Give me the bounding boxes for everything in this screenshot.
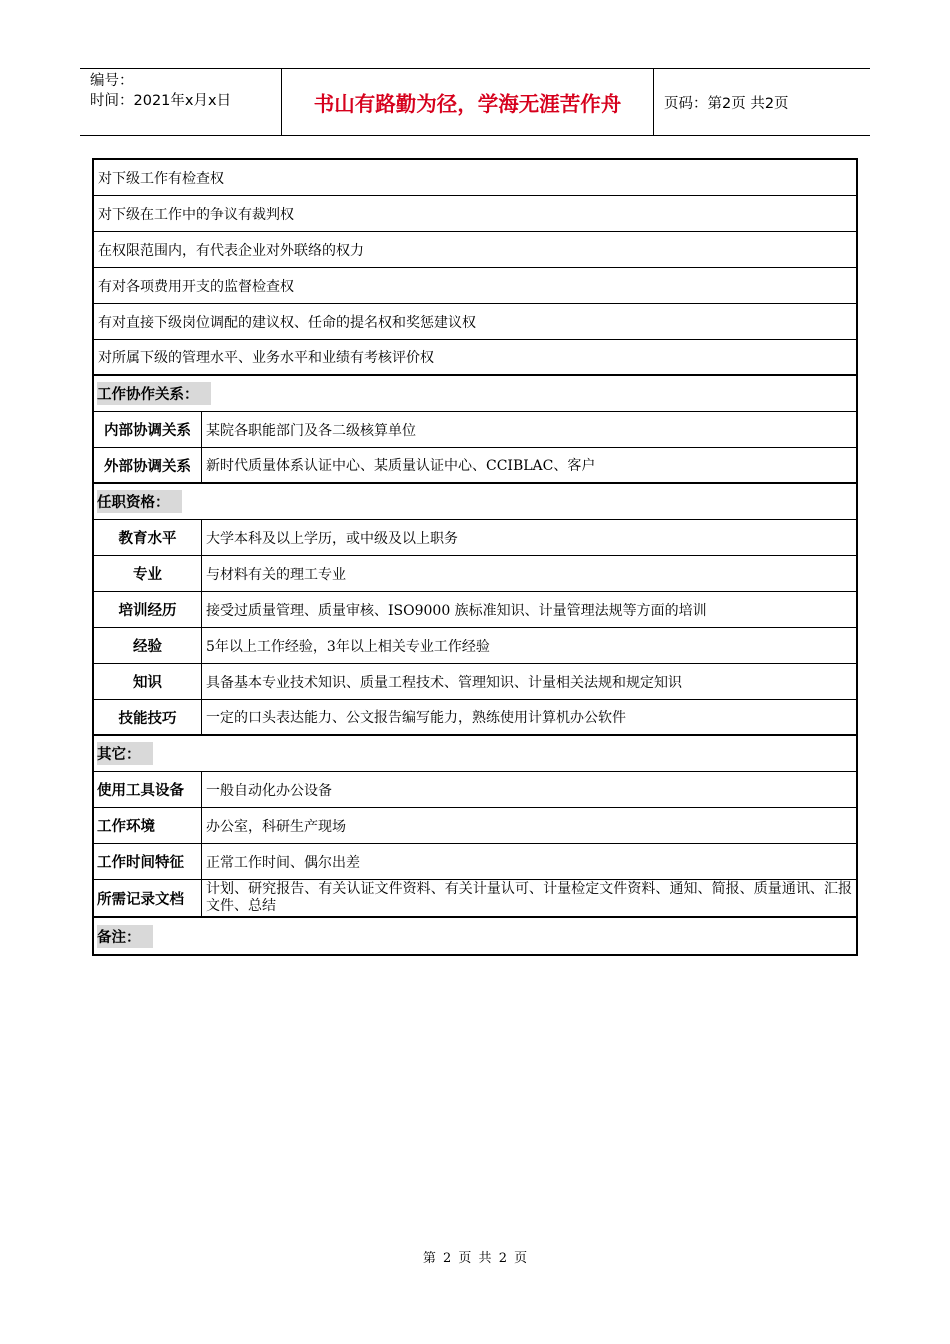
row-label: 专业 bbox=[94, 556, 202, 591]
table-row bbox=[94, 556, 856, 592]
row-value: 大学本科及以上学历，或中级及以上职务 bbox=[206, 530, 458, 547]
row-value: 一定的口头表达能力、公文报告编写能力，熟练使用计算机办公软件 bbox=[206, 710, 626, 726]
section-title: 备注： bbox=[97, 925, 153, 948]
job-description-table bbox=[92, 158, 858, 956]
table-row bbox=[94, 628, 856, 664]
rights-row bbox=[94, 196, 856, 232]
row-label: 培训经历 bbox=[94, 592, 202, 627]
header-page: 页码：第2页 共2页 bbox=[664, 95, 789, 112]
row-value: 接受过质量管理、质量审核、ISO9000 族标准知识、计量管理法规等方面的培训 bbox=[206, 602, 707, 619]
rights-text: 在权限范围内，有代表企业对外联络的权力 bbox=[98, 242, 364, 259]
row-label: 知识 bbox=[94, 664, 202, 699]
row-value: 具备基本专业技术知识、质量工程技术、管理知识、计量相关法规和规定知识 bbox=[206, 674, 682, 691]
row-label: 工作时间特征 bbox=[94, 844, 202, 879]
row-value: 计划、研究报告、有关认证文件资料、有关计量认可、计量检定文件资料、通知、简报、质量通讯、汇报文件、总结 bbox=[206, 881, 852, 914]
section-title: 其它： bbox=[97, 742, 153, 765]
section-title: 任职资格： bbox=[97, 490, 182, 513]
row-value: 某院各职能部门及各二级核算单位 bbox=[206, 422, 416, 439]
row-label: 技能技巧 bbox=[94, 700, 202, 734]
row-value: 新时代质量体系认证中心、某质量认证中心、CCIBLAC、客户 bbox=[206, 458, 596, 474]
row-label: 使用工具设备 bbox=[94, 772, 202, 807]
row-label: 内部协调关系 bbox=[94, 412, 202, 447]
header-motto: 书山有路勤为径，学海无涯苦作舟 bbox=[282, 69, 654, 135]
table-row bbox=[94, 772, 856, 808]
rights-text: 有对直接下级岗位调配的建议权、任命的提名权和奖惩建议权 bbox=[98, 314, 476, 331]
table-row bbox=[94, 880, 856, 918]
rights-text: 对下级在工作中的争议有裁判权 bbox=[98, 206, 294, 223]
row-label: 所需记录文档 bbox=[94, 880, 202, 916]
other-section-title bbox=[94, 736, 856, 772]
table-row bbox=[94, 700, 856, 736]
page-footer: 第 2 页 共 2 页 bbox=[422, 1251, 528, 1266]
table-row bbox=[94, 448, 856, 484]
row-value: 正常工作时间、偶尔出差 bbox=[206, 854, 360, 871]
section-title: 工作协作关系： bbox=[97, 382, 211, 405]
header-time: 时间：2021年x月x日 bbox=[90, 93, 232, 109]
rights-row bbox=[94, 304, 856, 340]
rights-text: 对下级工作有检查权 bbox=[98, 170, 224, 187]
table-row bbox=[94, 520, 856, 556]
page-header bbox=[80, 68, 870, 136]
rights-text: 对所属下级的管理水平、业务水平和业绩有考核评价权 bbox=[98, 350, 434, 366]
table-row bbox=[94, 592, 856, 628]
cooperation-section-title bbox=[94, 376, 856, 412]
table-row bbox=[94, 844, 856, 880]
row-value: 5年以上工作经验，3年以上相关专业工作经验 bbox=[206, 638, 490, 655]
rights-row bbox=[94, 160, 856, 196]
row-label: 教育水平 bbox=[94, 520, 202, 555]
rights-row bbox=[94, 232, 856, 268]
header-left-cell bbox=[80, 69, 282, 135]
rights-row bbox=[94, 268, 856, 304]
rights-row bbox=[94, 340, 856, 376]
row-label: 外部协调关系 bbox=[94, 448, 202, 482]
qualifications-section-title bbox=[94, 484, 856, 520]
row-label: 工作环境 bbox=[94, 808, 202, 843]
row-value: 与材料有关的理工专业 bbox=[206, 566, 346, 583]
table-row bbox=[94, 664, 856, 700]
table-row bbox=[94, 808, 856, 844]
row-label: 经验 bbox=[94, 628, 202, 663]
table-row bbox=[94, 412, 856, 448]
header-number: 编号： bbox=[90, 73, 134, 89]
row-value: 办公室，科研生产现场 bbox=[206, 818, 346, 835]
row-value: 一般自动化办公设备 bbox=[206, 782, 332, 799]
remarks-row bbox=[94, 918, 856, 954]
rights-text: 有对各项费用开支的监督检查权 bbox=[98, 278, 294, 295]
